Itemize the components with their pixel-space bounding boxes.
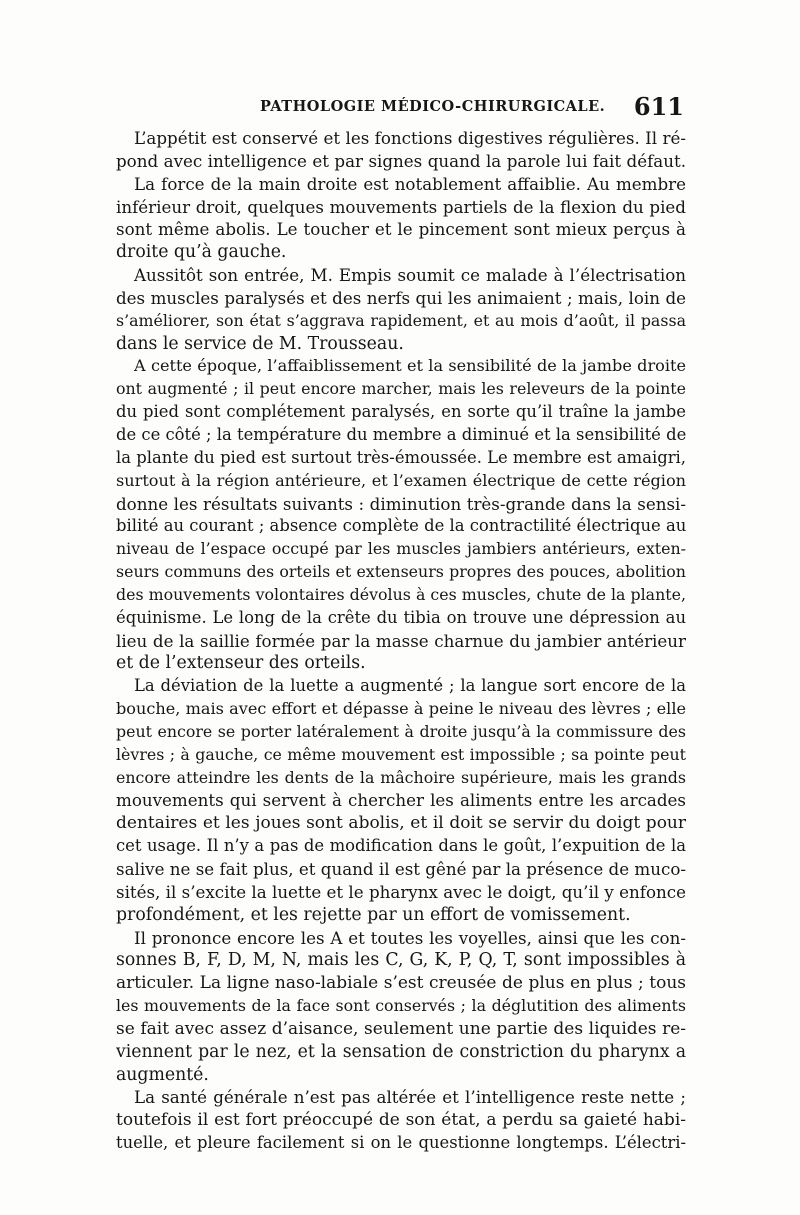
text-line: La force de la main droite est notablement affaiblie. Au membre (134, 173, 686, 194)
text-line: ont augmenté ; il peut encore marcher, mais les releveurs de la pointe (116, 379, 686, 399)
text-line: encore atteindre les dents de la mâchoire supérieure, mais les grands (116, 767, 686, 787)
text-line: bilité au courant ; absence complète de la contractilité électrique au (116, 516, 686, 536)
text-line: pond avec intelligence et par signes quand la parole lui fait défaut. (116, 150, 686, 171)
text-line: mouvements qui servent à chercher les aliments entre les arcades (116, 790, 686, 811)
text-line: inférieur droit, quelques mouvements partiels de la flexion du pied (116, 196, 686, 217)
text-line: des mouvements volontaires dévolus à ces muscles, chute de la plante, (116, 584, 686, 604)
text-line: s’améliorer, son état s’aggrava rapidement, et au mois d’août, il passa (116, 310, 686, 330)
running-title: PATHOLOGIE MÉDICO-CHIRURGICALE. (260, 98, 606, 115)
text-line: donne les résultats suivants : diminution très-grande dans la sensi- (116, 493, 686, 514)
text-line: viennent par le nez, et la sensation de constriction du pharynx a (116, 1041, 686, 1062)
text-line: sités, il s’excite la luette et le pharynx avec le doigt, qu’il y enfonce (116, 881, 686, 902)
text-line: se fait avec assez d’aisance, seulement une partie des liquides re- (116, 1018, 686, 1039)
text-line: lèvres ; à gauche, ce même mouvement est impossible ; sa pointe peut (116, 744, 686, 764)
text-line: les mouvements de la face sont conservés ; la déglutition des aliments (116, 996, 686, 1016)
text-line: de ce côté ; la température du membre a diminué et la sensibilité de (116, 424, 686, 444)
text-line: articuler. La ligne naso-labiale s’est creusée de plus en plus ; tous (116, 973, 686, 994)
running-header (118, 92, 684, 124)
text-line: salive ne se fait plus, et quand il est gêné par la présence de muco- (116, 859, 686, 879)
page-number: 611 (633, 92, 684, 121)
text-line: du pied sont complétement paralysés, en sorte qu’il traîne la jambe (116, 402, 686, 422)
text-line: L’appétit est conservé et les fonctions digestives régulières. Il ré- (134, 128, 686, 148)
text-line: sont même abolis. Le toucher et le pincement sont mieux perçus à (116, 219, 686, 240)
text-line: La déviation de la luette a augmenté ; la langue sort encore de la (134, 676, 686, 696)
text-line: des muscles paralysés et des nerfs qui les animaient ; mais, loin de (116, 287, 686, 308)
text-line: surtout à la région antérieure, et l’examen électrique de cette région (116, 470, 686, 490)
body-text (116, 127, 686, 1155)
text-line: et de l’extenseur des orteils. (116, 653, 366, 674)
text-line: dentaires et les joues sont abolis, et il doit se servir du doigt pour (116, 813, 686, 834)
text-line: peut encore se porter latéralement à droite jusqu’à la commissure des (116, 721, 686, 741)
text-line: niveau de l’espace occupé par les muscles jambiers antérieurs, exten- (116, 539, 686, 559)
text-line: lieu de la saillie formée par la masse charnue du jambier antérieur (116, 630, 686, 651)
text-line: augmenté. (116, 1064, 209, 1085)
text-line: la plante du pied est surtout très-émoussée. Le membre est amaigri, (116, 447, 686, 467)
text-line: profondément, et les rejette par un effort de vomissement. (116, 904, 631, 925)
text-line: seurs communs des orteils et extenseurs propres des pouces, abolition (116, 562, 686, 582)
text-line: Il prononce encore les A et toutes les voyelles, ainsi que les con- (134, 927, 686, 948)
text-line: équinisme. Le long de la crête du tibia on trouve une dépression au (116, 607, 686, 627)
text-line: Aussitôt son entrée, M. Empis soumit ce malade à l’électrisation (134, 265, 686, 286)
text-line: cet usage. Il n’y a pas de modification dans le goût, l’expuition de la (116, 836, 686, 856)
text-line: toutefois il est fort préoccupé de son état, a perdu sa gaieté habi- (116, 1110, 686, 1131)
text-line: La santé générale n’est pas altérée et l’intelligence reste nette ; (134, 1087, 686, 1108)
text-line: dans le service de M. Trousseau. (116, 333, 404, 354)
text-line: sonnes B, F, D, M, N, mais les C, G, K, P, Q, T, sont impossibles à (116, 950, 686, 971)
text-line: bouche, mais avec effort et dépasse à peine le niveau des lèvres ; elle (116, 699, 686, 719)
text-line: A cette époque, l’affaiblissement et la sensibilité de la jambe droite (134, 356, 686, 376)
text-line: droite qu’à gauche. (116, 242, 287, 263)
text-line: tuelle, et pleure facilement si on le questionne longtemps. L’électri- (116, 1133, 686, 1153)
